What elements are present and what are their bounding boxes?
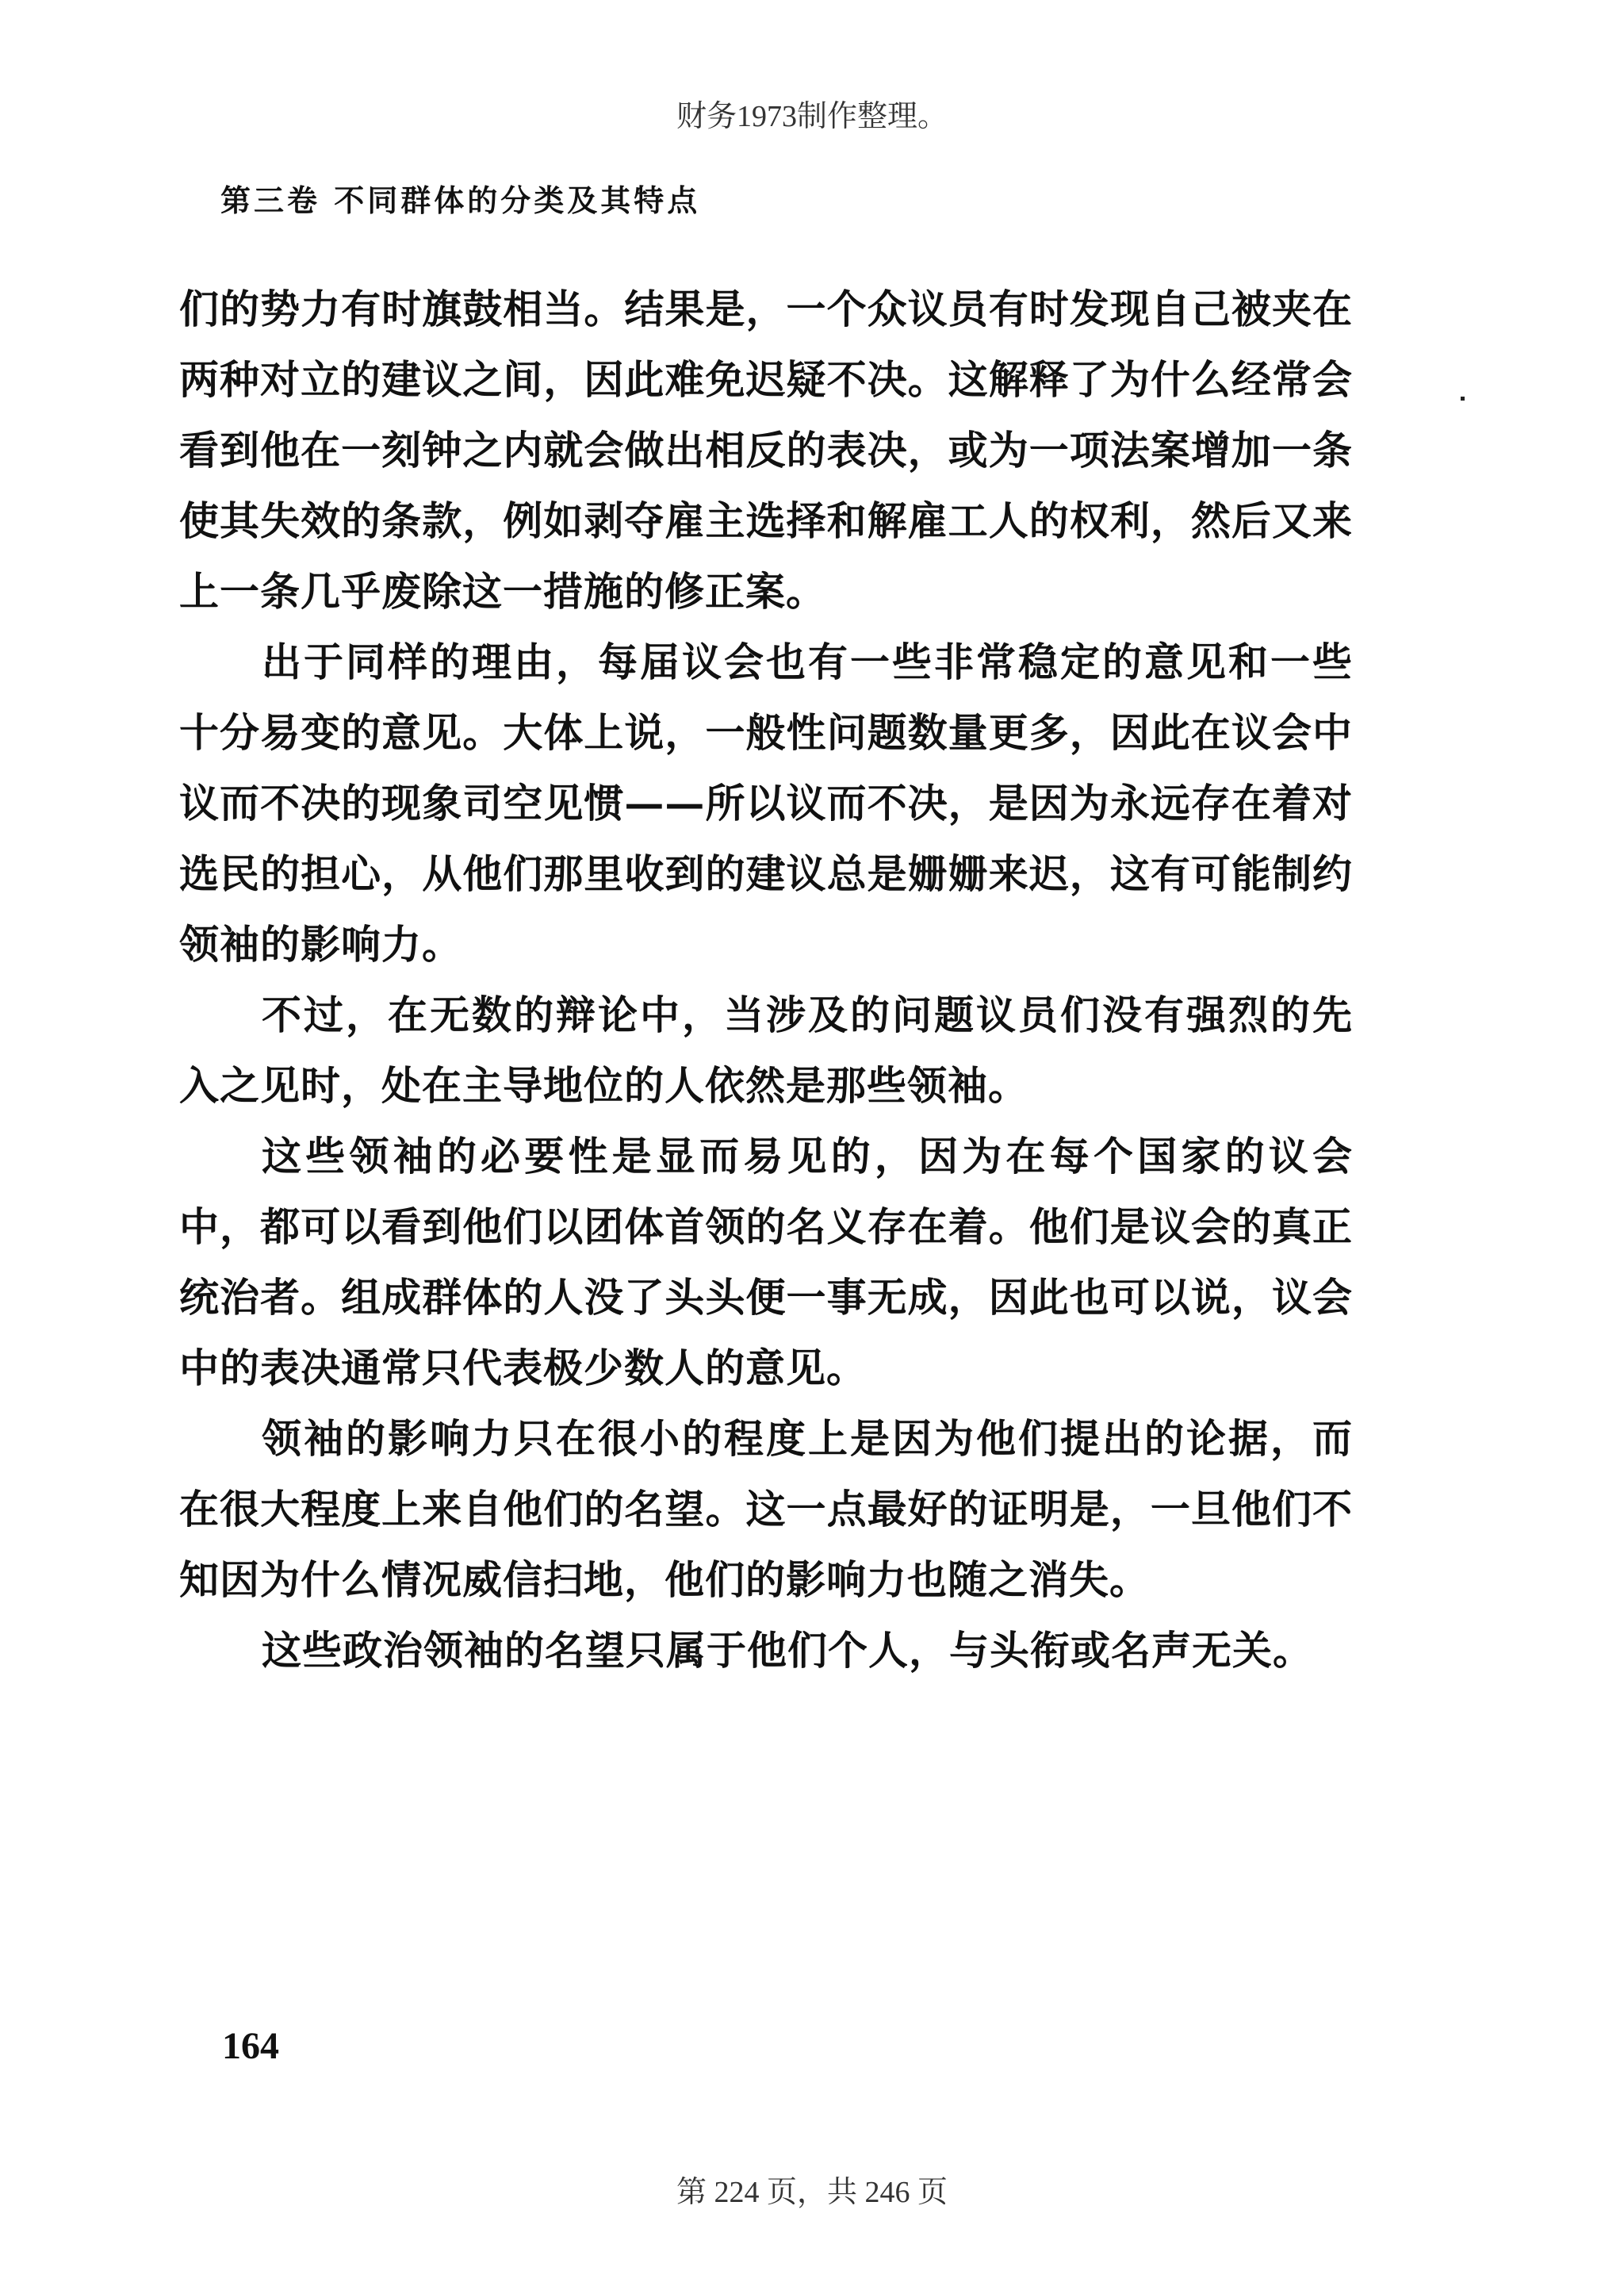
paragraph: 出于同样的理由，每届议会也有一些非常稳定的意见和一些十分易变的意见。大体上说，一般性问题数量更多，因此在议会中议而不决的现象司空见惯——所以议而不决，是因为永远存在着对选民的担心，从他们那里收到的建议总是姗姗来迟，这有可能制约领袖的影响力。 (179, 639, 1353, 968)
paragraph: 这些政治领袖的名望只属于他们个人，与头衔或名声无关。 (262, 1627, 1313, 1674)
scan-artifact-dot (1461, 397, 1465, 401)
paragraph: 领袖的影响力只在很小的程度上是因为他们提出的论据，而在很大程度上来自他们的名望。这一点最好的证明是，一旦他们不知因为什么情况威信扫地，他们的影响力也随之消失。 (179, 1415, 1353, 1603)
paragraph: 这些领袖的必要性是显而易见的，因为在每个国家的议会中，都可以看到他们以团体首领的名义存在着。他们是议会的真正统治者。组成群体的人没了头头便一事无成，因此也可以说，议会中的表决通常只代表极少数人的意见。 (179, 1133, 1353, 1391)
watermark-header: 财务1973制作整理。 (676, 100, 948, 133)
body-text (179, 274, 1353, 1686)
running-head: 第三卷 不同群体的分类及其特点 (220, 183, 701, 218)
paragraph: 不过，在无数的辩论中，当涉及的问题议员们没有强烈的先入之见时，处在主导地位的人依然是那些领袖。 (179, 992, 1353, 1109)
paragraph-continued: 们的势力有时旗鼓相当。结果是，一个众议员有时发现自己被夹在两种对立的建议之间，因此难免迟疑不决。这解释了为什么经常会看到他在一刻钟之内就会做出相反的表决，或为一项法案增加一条使其失效的条款，例如剥夺雇主选择和解雇工人的权利，然后又来上一条几乎废除这一措施的修正案。 (179, 286, 1353, 615)
pdf-page-footer: 第 224 页，共 246 页 (676, 2176, 948, 2209)
book-page-number: 164 (222, 2025, 279, 2067)
